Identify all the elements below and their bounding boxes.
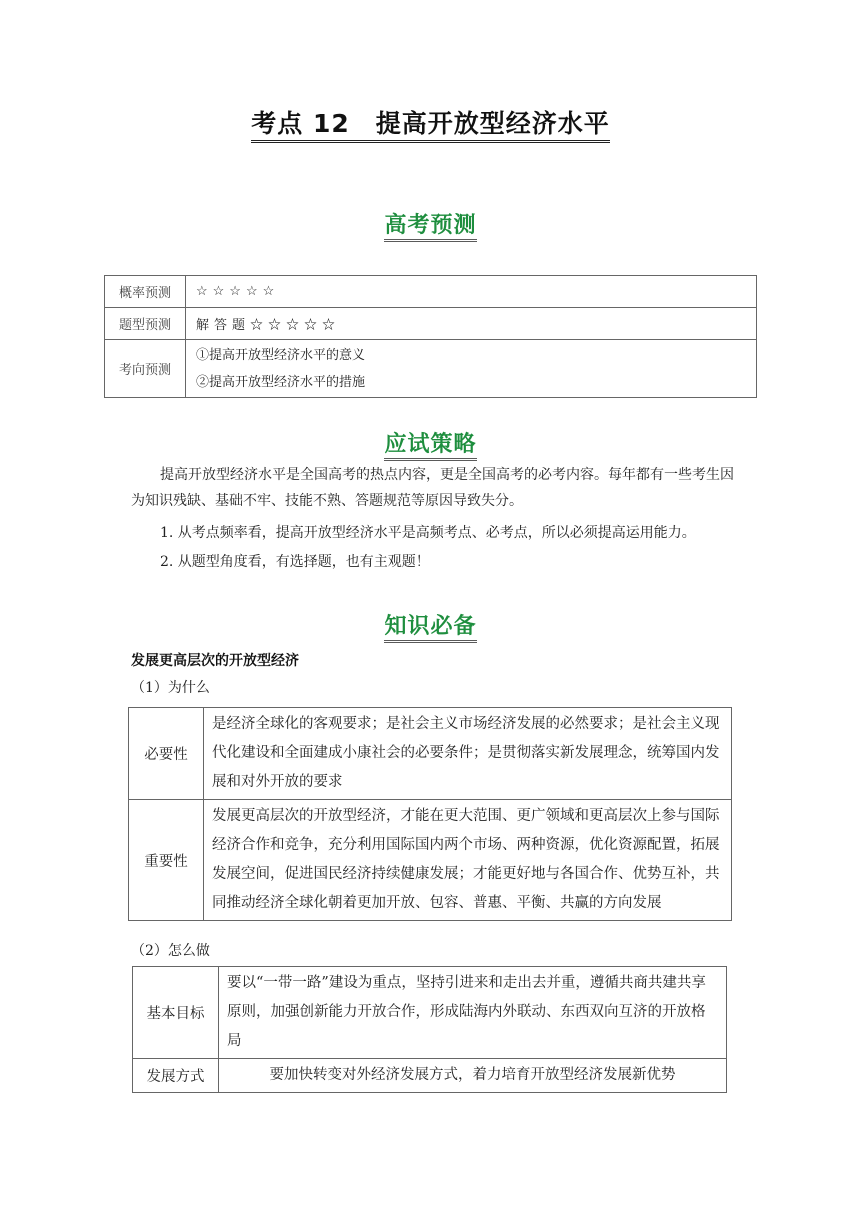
forecast-label: 概率预测 [105, 276, 186, 308]
how-row-label: 基本目标 [133, 967, 219, 1059]
section-title-knowledge-text: 知识必备 [384, 614, 476, 643]
how-row [133, 967, 727, 1059]
section-title-forecast [0, 208, 861, 239]
why-row-label: 重要性 [129, 800, 204, 921]
strategy-point-1: 1. 从考点频率看，提高开放型经济水平是高频考点、必考点，所以必须提高运用能力。 [160, 525, 696, 541]
why-row-label: 必要性 [129, 708, 204, 800]
section-title-strategy [0, 427, 861, 458]
why-row-text: 发展更高层次的开放型经济，才能在更大范围、更广领域和更高层次上参与国际经济合作和竞争，充分利用国际国内两个市场、两种资源，优化资源配置，拓展发展空间，促进国民经济持续健康发展；才能更好地与各国合作、优势互补，共同推动经济全球化朝着更加开放、包容、普惠、平衡、共赢的方向发展 [204, 800, 732, 921]
section-title-forecast-text: 高考预测 [384, 213, 476, 242]
how-row-label: 发展方式 [133, 1059, 219, 1093]
page-title [0, 104, 861, 140]
why-row [129, 800, 732, 921]
how-row-text: 要加快转变对外经济发展方式，着力培育开放型经济发展新优势 [219, 1059, 727, 1093]
forecast-line: ①提高开放型经济水平的意义 [196, 347, 366, 363]
page-title-text: 考点 12 提高开放型经济水平 [251, 109, 610, 143]
why-table [128, 707, 732, 921]
forecast-value: ☆☆☆☆☆ [186, 276, 757, 308]
why-label: （1）为什么 [131, 680, 210, 696]
how-table [132, 966, 727, 1093]
forecast-table [104, 275, 757, 398]
section-title-strategy-text: 应试策略 [384, 432, 476, 461]
strategy-intro: 提高开放型经济水平是全国高考的热点内容，更是全国高考的必考内容。每年都有一些考生因为知识残缺、基础不牢、技能不熟、答题规范等原因导致失分。 [131, 467, 734, 509]
forecast-value [186, 340, 757, 398]
forecast-line: ②提高开放型经济水平的措施 [196, 374, 366, 390]
how-label: （2）怎么做 [131, 943, 210, 959]
forecast-label: 题型预测 [105, 308, 186, 340]
how-row [133, 1059, 727, 1093]
knowledge-heading: 发展更高层次的开放型经济 [131, 653, 299, 669]
section-title-knowledge [0, 609, 861, 640]
strategy-point-2: 2. 从题型角度看，有选择题，也有主观题！ [160, 554, 430, 570]
forecast-row [105, 308, 757, 340]
forecast-row [105, 340, 757, 398]
why-row [129, 708, 732, 800]
how-row-text: 要以“一带一路”建设为重点，坚持引进来和走出去并重，遵循共商共建共享原则，加强创新能力开放合作，形成陆海内外联动、东西双向互济的开放格局 [219, 967, 727, 1059]
forecast-value: 解答题☆☆☆☆☆ [186, 308, 757, 340]
forecast-label: 考向预测 [105, 340, 186, 398]
forecast-row [105, 276, 757, 308]
why-row-text: 是经济全球化的客观要求；是社会主义市场经济发展的必然要求；是社会主义现代化建设和全面建成小康社会的必要条件；是贯彻落实新发展理念，统筹国内发展和对外开放的要求 [204, 708, 732, 800]
